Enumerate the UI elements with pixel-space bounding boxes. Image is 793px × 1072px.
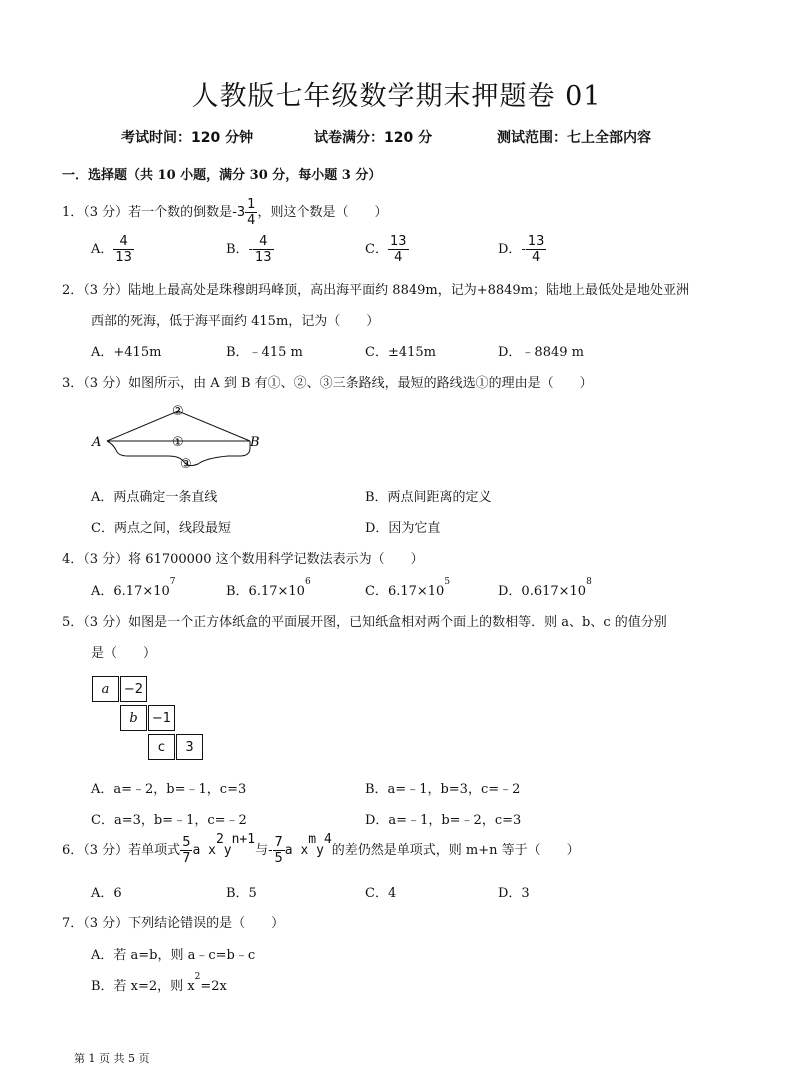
exponent: 2 [194, 972, 201, 982]
term-1-exp-y: n+1 [231, 832, 256, 847]
option-text-end: =2x [200, 979, 227, 994]
frac-num: 13 [389, 234, 407, 249]
route-3-label: ③ [180, 457, 192, 472]
option-text: B．6.17×10 [226, 584, 305, 599]
q1-mixed-den: 4 [247, 213, 256, 228]
question-7-stem: 7．（3 分）下列结论错误的是（ ） [62, 916, 285, 931]
q1-mixed-num: 1 [247, 197, 256, 212]
section-heading: 一．选择题（共 10 小题，满分 30 分，每小题 3 分） [62, 168, 382, 183]
q1-option-d[interactable] [498, 234, 546, 265]
q3-option-c[interactable]: C．两点之间，线段最短 [91, 521, 231, 536]
term-2-exp-y: 4 [323, 832, 332, 847]
frac-den: 13 [254, 250, 272, 265]
frac-den: 7 [182, 851, 191, 866]
frac-den: 4 [526, 249, 547, 265]
question-4-stem: 4．（3 分）将 61700000 这个数用科学记数法表示为（ ） [62, 552, 424, 567]
net-cell-c: c [148, 734, 175, 760]
net-cell-a: a [92, 676, 119, 702]
route-2-label: ② [172, 404, 184, 419]
cube-net [92, 676, 212, 762]
point-b-label: B [250, 435, 260, 450]
q1-option-c[interactable] [365, 234, 409, 265]
q3-option-b[interactable]: B．两点间距离的定义 [365, 490, 492, 505]
frac-den: 5 [274, 851, 283, 866]
option-label: C． [365, 242, 388, 257]
frac-num: 5 [182, 835, 191, 850]
q6-option-b[interactable]: B．5 [226, 886, 257, 901]
net-cell-b: b [120, 705, 147, 731]
q4-option-b[interactable] [226, 577, 311, 599]
route-diagram [88, 398, 278, 473]
question-1-stem [62, 197, 387, 228]
q4-option-a[interactable] [91, 577, 176, 599]
q1-option-a[interactable] [91, 234, 134, 265]
q6-mid-text: 与 [255, 843, 269, 858]
exponent: 7 [169, 577, 176, 587]
q5-option-c[interactable]: C．a=3，b=﹣1，c=﹣2 [91, 813, 247, 828]
q1-mixed-number [232, 197, 257, 228]
q1-option-b[interactable] [226, 234, 274, 265]
q4-option-d[interactable] [498, 577, 592, 599]
option-label: D． [498, 242, 522, 257]
q7-option-a[interactable]: A．若 a=b，则 a﹣c=b﹣c [91, 948, 256, 963]
option-sign: - [521, 242, 526, 257]
question-6-stem [62, 832, 580, 866]
q2-option-c[interactable]: C．±415m [365, 345, 436, 360]
question-5-line-2: 是（ ） [91, 646, 157, 661]
q6-stem-end: 的差仍然是单项式，则 m+n 等于（ ） [331, 843, 580, 858]
exam-score: 试卷满分：120 分 [314, 130, 433, 146]
q2-option-a[interactable]: A．+415m [91, 345, 162, 360]
term-2-body: a x [284, 843, 309, 858]
q5-option-a[interactable]: A．a=﹣2，b=﹣1，c=3 [91, 782, 247, 797]
q4-option-c[interactable] [365, 577, 451, 599]
page-title: 人教版七年级数学期末押题卷 01 [191, 81, 602, 112]
option-text: D．0.617×10 [498, 584, 587, 599]
net-cell-3: 3 [176, 734, 203, 760]
exponent: 6 [304, 577, 311, 587]
q6-option-a[interactable]: A．6 [91, 886, 122, 901]
exponent: 5 [444, 577, 451, 587]
option-label: B． [226, 242, 249, 257]
route-1-label: ① [172, 435, 184, 450]
option-text: A．6.17×10 [91, 584, 170, 599]
question-2-line-1: 2．（3 分）陆地上最高处是珠穆朗玛峰顶，高出海平面约 8849m，记为+8849m；陆地上最低处是地处亚洲 [62, 283, 690, 298]
question-3-stem: 3．（3 分）如图所示，由 A 到 B 有①、②、③三条路线，最短的路线选①的理由是（ ） [62, 376, 593, 391]
option-sign: - [248, 242, 253, 257]
q6-option-d[interactable]: D．3 [498, 886, 530, 901]
frac-num: 13 [527, 234, 545, 249]
frac-num: 7 [274, 835, 283, 850]
option-label: A． [91, 242, 114, 257]
net-cell-minus-2: −2 [120, 676, 147, 702]
exam-time: 考试时间：120 分钟 [121, 130, 254, 146]
question-5-line-1: 5．（3 分）如图是一个正方体纸盒的平面展开图，已知纸盒相对两个面上的数相等．则 a、b、c 的值分别 [62, 615, 667, 630]
term-1-exp-x: 2 [215, 832, 224, 847]
term-2-y: y [316, 843, 324, 858]
term-2-exp-x: m [308, 832, 317, 847]
q1-stem-text: 1．（3 分）若一个数的倒数是 [62, 205, 233, 220]
point-a-label: A [92, 435, 102, 450]
q6-option-c[interactable]: C．4 [365, 886, 397, 901]
frac-num: 4 [119, 234, 128, 249]
frac-den: 4 [388, 249, 409, 265]
option-text: C．6.17×10 [365, 584, 445, 599]
q6-stem-text: 6．（3 分）若单项式 [62, 843, 181, 858]
q5-option-d[interactable]: D．a=﹣1，b=﹣2，c=3 [365, 813, 522, 828]
q3-option-d[interactable]: D．因为它直 [365, 521, 441, 536]
q2-option-b[interactable]: B．﹣415 m [226, 345, 303, 360]
question-2-line-2: 西部的死海，低于海平面约 415m，记为（ ） [91, 314, 380, 329]
frac-den: 13 [115, 250, 132, 265]
q1-stem-end: ，则这个数是（ ） [257, 205, 388, 220]
q7-option-b[interactable] [91, 972, 227, 994]
q5-option-b[interactable]: B．a=﹣1，b=3，c=﹣2 [365, 782, 521, 797]
exam-scope: 测试范围：七上全部内容 [497, 130, 651, 146]
term-1-body: a x [192, 843, 216, 858]
term-2-sign: - [268, 843, 273, 858]
term-1-y: y [223, 843, 232, 858]
q1-mixed-whole: -3 [232, 205, 246, 220]
net-cell-minus-1: −1 [148, 705, 175, 731]
option-text: B．若 x=2，则 x [91, 979, 195, 994]
exponent: 8 [586, 577, 592, 587]
q2-option-d[interactable]: D．﹣8849 m [498, 345, 584, 360]
frac-num: 4 [259, 234, 268, 249]
page-footer: 第 1 页 共 5 页 [74, 1052, 150, 1065]
q3-option-a[interactable]: A．两点确定一条直线 [91, 490, 218, 505]
